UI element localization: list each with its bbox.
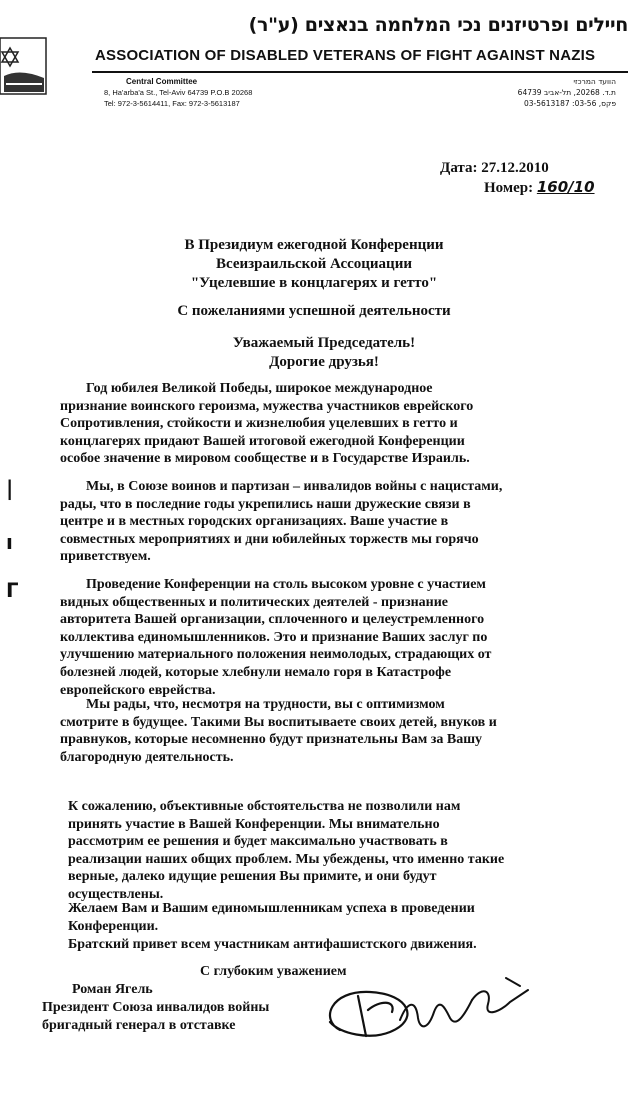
body-paragraph-2 [60,478,580,566]
letterhead-contact-block [104,76,334,109]
body-paragraph-3 [60,576,580,699]
text-line: совместных мероприятиях и дни юбилейных торжеств мы горячо [60,531,479,547]
salutation-line: Уважаемый Председатель! [232,335,416,351]
text-line: болезней людей, которые хлебнули немало горя в Катастрофе [60,664,452,680]
text-line: Братский привет всем участникам антифашистского движения. [68,937,477,952]
letterhead-english-title: ASSOCIATION OF DISABLED VETERANS OF FIGHT AGAINST NAZIS [95,47,596,64]
central-committee-label: Central Committee [126,77,198,86]
text-line: Сопротивления, стойкости и жизнелюбия уцелевших в гетто и [60,416,458,432]
text-line: Год юбилея Великой Победы, широкое международное [86,381,433,396]
handwritten-signature [300,960,600,1050]
text-line: признание воинского героизма, мужества участников еврейского [60,398,474,414]
letterhead-hebrew-title: חיילים ופרטיזנים נכי המלחמה בנאצים (ע"ר) [248,14,628,36]
association-logo [0,18,48,104]
body-paragraph-6 [68,900,588,935]
text-line: Желаем Вам и Вашим единомышленникам успеха в проведении [68,901,475,916]
text-line: улучшению материального положения неимолодых, страдающих от [60,647,492,663]
body-paragraph-1 [60,380,580,468]
addressee-line: "Уцелевшие в концлагерях и гетто" [190,275,438,291]
number-value: 160/10 [536,178,595,196]
date-line [440,160,620,177]
body-paragraph-5 [68,798,588,904]
text-line: Проведение Конференции на столь высоком уровне с участием [86,577,486,592]
addressee-line: В Президиум ежегодной Конференции [184,237,444,253]
salutation-block [70,334,578,372]
letterhead-hebrew-contact-block [424,76,616,109]
text-line: приветствуем. [60,549,151,565]
addressee-line: Всеизраильской Ассоциации [216,256,412,272]
text-line: смотрите в будущее. Такими Вы воспитываете своих детей, внуков и [60,714,497,730]
signatory-name: Роман Ягель [72,982,153,997]
text-line: европейского еврейства. [60,682,216,698]
signatory-title: Президент Союза инвалидов войны [42,1000,270,1015]
text-line: рассмотрим ее решения и будет максимально участвовать в [68,834,448,850]
text-line: К сожалению, объективные обстоятельства не позволили нам [68,799,461,814]
text-line: коллектива единомышленников. Это и признание Ваших заслуг по [60,629,488,645]
wishes-line: С пожеланиями успешной деятельности [177,303,451,319]
salutation-line: Дорогие друзья! [269,354,379,370]
text-line: Мы рады, что, несмотря на трудности, вы с оптимизмом [86,697,445,712]
hebrew-address: ת.ד. 20268, תל-אביב 64739 [517,88,616,97]
letterhead-address: 8, Ha'arba'a St., Tel-Aviv 64739 P.O.B 20268 [104,88,253,97]
margin-mark: ı [6,530,13,554]
margin-mark: ᒥ [6,578,19,602]
number-line [484,178,628,197]
addressee-block [60,236,568,293]
text-line: верные, далеко идущие решения Вы примите, и они будут [68,869,437,885]
body-paragraph-4 [60,696,580,766]
number-label: Номер: [484,180,534,196]
letterhead-divider [92,71,628,73]
text-line: рады, что в последние годы укрепились наши дружеские связи в [60,496,471,512]
text-line: правнуков, которые несомненно будут признательны Вам за Вашу [60,732,483,748]
margin-mark: | [6,476,14,500]
text-line: Мы, в Союзе воинов и партизан – инвалидов войны с нацистами, [86,479,503,494]
text-line: центре и в местных городских организациях. Ваше участие в [60,514,449,530]
date-value: 27.12.2010 [481,160,549,176]
text-line: концлагерях придают Вашей итоговой ежегодной Конференции [60,433,465,449]
text-line: авторитета Вашей организации, сплоченного и целеустремленного [60,612,485,628]
signatory-rank: бригадный генерал в отставке [42,1018,236,1033]
date-label: Дата: [440,160,478,176]
closing-regards: С глубоким уважением [200,964,347,979]
body-paragraph-7 [68,936,588,954]
text-line: принять участие в Вашей Конференции. Мы внимательно [68,816,440,832]
text-line: осуществлены. [68,886,164,902]
text-line: видных общественных и политических деятелей - признание [60,594,448,610]
hebrew-committee-label: הוועד המרכזי [573,77,616,86]
text-line: реализации наших общих проблем. Мы убеждены, что именно такие [68,851,505,867]
hebrew-phones: 03-5613187 :פקס, 03-56 [523,99,616,108]
text-line: благородную деятельность. [60,749,234,765]
letterhead-phones: Tel: 972-3-5614411, Fax: 972-3-5613187 [104,99,240,108]
text-line: особое значение в мировом сообществе и в Государстве Израиль. [60,451,470,467]
text-line: Конференции. [68,918,159,934]
